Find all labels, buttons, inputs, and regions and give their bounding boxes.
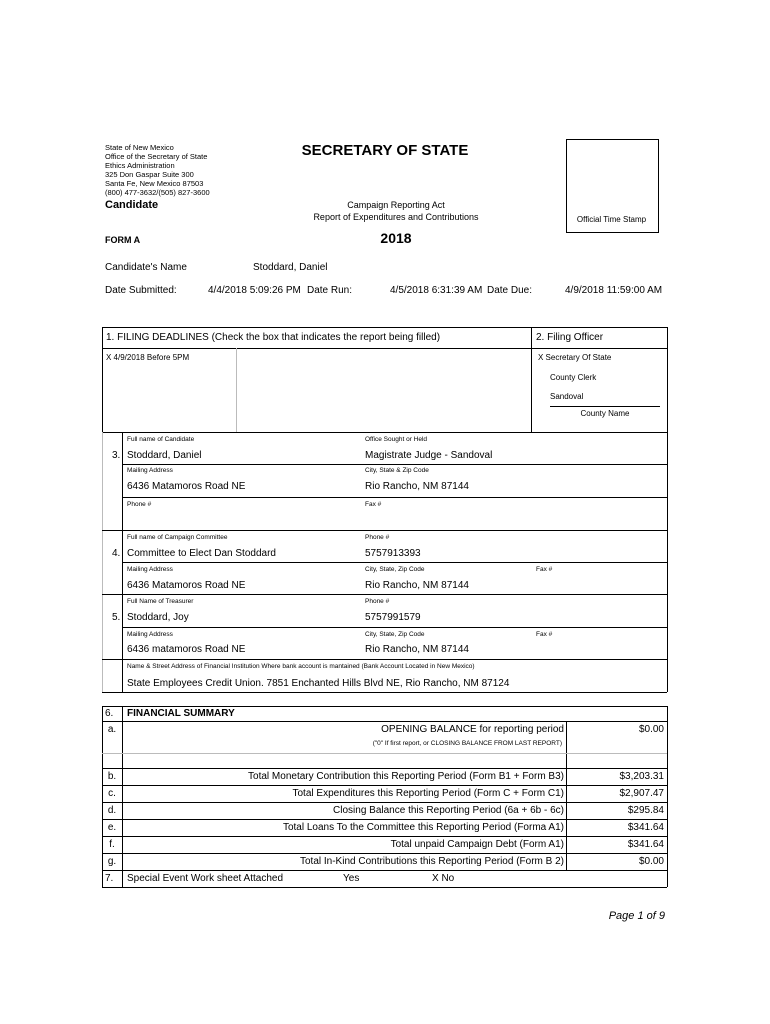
summary-row-g-label: Total In-Kind Contributions this Reporting Period (Form B 2): [299, 856, 564, 867]
section-4-number: 4.: [112, 548, 121, 559]
opening-balance-value: $0.00: [638, 724, 664, 735]
summary-row-d-letter: d.: [107, 805, 117, 816]
special-event-yes-option[interactable]: Yes: [343, 873, 360, 884]
treasurer-mailing-value: 6436 matamoros Road NE: [127, 644, 246, 655]
office-sought-label: Office Sought or Held: [365, 436, 428, 443]
county-value: Sandoval: [550, 392, 584, 401]
treasurer-name-value: Stoddard, Joy: [127, 612, 189, 623]
date-due-label: Date Due:: [487, 285, 533, 296]
date-submitted-value: 4/4/2018 5:09:26 PM: [208, 285, 301, 296]
candidate-mailing-label: Mailing Address: [127, 467, 173, 474]
stamp-label: Official Time Stamp: [576, 215, 647, 224]
committee-mailing-value: 6436 Matamoros Road NE: [127, 580, 246, 591]
county-name-label: County Name: [580, 409, 630, 418]
section-7-number: 7.: [105, 873, 114, 884]
candidate-fax-label: Fax #: [365, 501, 382, 508]
date-submitted-label: Date Submitted:: [105, 285, 177, 296]
office-sought-value: Magistrate Judge - Sandoval: [365, 450, 493, 461]
section-6-number: 6.: [105, 708, 114, 719]
report-year: 2018: [380, 230, 412, 246]
summary-row-e-label: Total Loans To the Committee this Reporting Period (Forma A1): [282, 822, 564, 833]
summary-row-f-label: Total unpaid Campaign Debt (Form A1): [390, 839, 564, 850]
committee-fax-label: Fax #: [536, 566, 553, 573]
filing-officer-heading: 2. Filing Officer: [536, 332, 604, 343]
committee-name-value: Committee to Elect Dan Stoddard: [127, 548, 276, 559]
filing-deadline-option[interactable]: X 4/9/2018 Before 5PM: [106, 353, 190, 362]
agency-address: State of New Mexico Office of the Secretary of State Ethics Administration 325 Don Gaspar Suite 300 Santa Fe, New Mexico 87503 (800) 477-3632/(505) 827-3600: [105, 143, 210, 197]
committee-phone-label: Phone #: [365, 534, 390, 541]
bank-label: Name & Street Address of Financial Institution Where bank account is mantained (Bank Account Located in New Mexico): [127, 663, 475, 670]
treasurer-phone-value: 5757991579: [365, 612, 421, 623]
candidate-name-label: Candidate's Name: [105, 262, 187, 273]
candidate-mailing-value: 6436 Matamoros Road NE: [127, 481, 246, 492]
treasurer-name-label: Full Name of Treasurer: [127, 598, 194, 605]
treasurer-phone-label: Phone #: [365, 598, 390, 605]
summary-row-g-letter: g.: [107, 856, 117, 867]
treasurer-city-label: City, State, Zip Code: [365, 631, 425, 638]
summary-row-f-value: $341.64: [627, 839, 664, 850]
county-clerk-option[interactable]: County Clerk: [550, 373, 597, 382]
date-due-value: 4/9/2018 11:59:00 AM: [565, 285, 663, 296]
summary-row-b-label: Total Monetary Contribution this Reporting Period (Form B1 + Form B3): [248, 771, 564, 782]
summary-row-e-letter: e.: [107, 822, 117, 833]
candidate-name-value: Stoddard, Daniel: [253, 262, 328, 273]
special-event-no-option[interactable]: X No: [432, 873, 455, 884]
act-title: Campaign Reporting Act Report of Expenditures and Contributions: [313, 200, 479, 222]
summary-row-d-label: Closing Balance this Reporting Period (6a + 6b - 6c): [333, 805, 564, 816]
special-event-label: Special Event Work sheet Attached: [127, 873, 284, 884]
committee-city-label: City, State, Zip Code: [365, 566, 425, 573]
opening-balance-label: OPENING BALANCE for reporting period: [381, 724, 564, 735]
full-name-candidate-value: Stoddard, Daniel: [127, 450, 202, 461]
summary-row-d-value: $295.84: [627, 805, 664, 816]
committee-mailing-label: Mailing Address: [127, 566, 173, 573]
candidate-phone-label: Phone #: [127, 501, 152, 508]
summary-row-c-letter: c.: [108, 788, 116, 799]
section-3-number: 3.: [112, 450, 121, 461]
financial-summary-heading: FINANCIAL SUMMARY: [127, 708, 235, 719]
date-run-label: Date Run:: [307, 285, 353, 296]
opening-balance-letter: a.: [107, 724, 117, 735]
page-title: SECRETARY OF STATE: [301, 142, 469, 159]
opening-balance-note: ("0" If first report, or CLOSING BALANCE FROM LAST REPORT): [372, 740, 562, 747]
summary-row-g-value: $0.00: [638, 856, 664, 867]
summary-row-e-value: $341.64: [627, 822, 664, 833]
summary-row-b-letter: b.: [107, 771, 117, 782]
candidate-city-label: City, State & Zip Code: [365, 467, 429, 474]
page-number: Page 1 of 9: [608, 910, 665, 922]
filing-deadlines-heading: 1. FILING DEADLINES (Check the box that indicates the report being filled): [106, 332, 441, 343]
candidate-city-value: Rio Rancho, NM 87144: [365, 481, 469, 492]
summary-row-c-value: $2,907.47: [619, 788, 664, 799]
section-5-number: 5.: [112, 612, 121, 623]
full-name-candidate-label: Full name of Candidate: [127, 436, 195, 443]
committee-name-label: Full name of Campaign Committee: [127, 534, 228, 541]
committee-city-value: Rio Rancho, NM 87144: [365, 580, 469, 591]
treasurer-fax-label: Fax #: [536, 631, 553, 638]
secretary-of-state-option[interactable]: X Secretary Of State: [538, 353, 612, 362]
treasurer-city-value: Rio Rancho, NM 87144: [365, 644, 469, 655]
treasurer-mailing-label: Mailing Address: [127, 631, 173, 638]
candidate-heading: Candidate: [105, 199, 159, 211]
summary-row-b-value: $3,203.31: [619, 771, 664, 782]
form-label: FORM A: [105, 235, 141, 245]
committee-phone-value: 5757913393: [365, 548, 421, 559]
summary-row-f-letter: f.: [109, 839, 115, 850]
bank-value: State Employees Credit Union. 7851 Enchanted Hills Blvd NE, Rio Rancho, NM 87124: [127, 678, 510, 689]
summary-row-c-label: Total Expenditures this Reporting Period (Form C + Form C1): [292, 788, 564, 799]
date-run-value: 4/5/2018 6:31:39 AM: [390, 285, 483, 296]
